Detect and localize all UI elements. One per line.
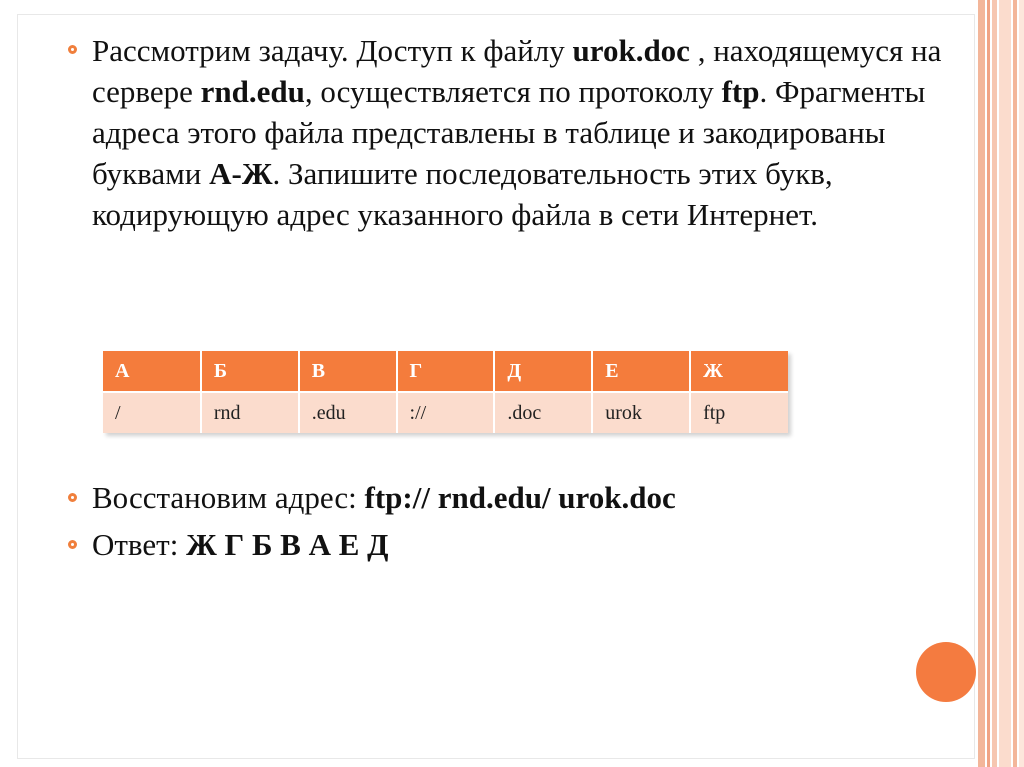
bullet-item-task [68,30,952,235]
decorative-stripe [1019,0,1024,767]
decorative-stripe [992,0,997,767]
text-run: Ответ: [92,527,187,562]
table-cell: .edu [299,392,397,433]
text-run: Рассмотрим задачу. Доступ к файлу [92,33,573,68]
decorative-stripe [999,0,1011,767]
bullet-circle-icon [68,45,77,54]
bullet-circle-icon [68,540,77,549]
bullet-circle-icon [68,493,77,502]
letter-range: А-Ж [209,156,273,191]
address-text [92,477,952,518]
table-row [103,392,788,433]
decorative-circle [916,642,976,702]
table-cell: urok [592,392,690,433]
text-run: , находящемуся на сервере [92,33,942,109]
table-header-cell: Б [201,351,299,392]
table-cell: ftp [690,392,788,433]
text-run: . Запишите последовательность этих букв, кодирующую адрес указанного файла в сети Интернет. [92,156,833,232]
table-header-cell: Е [592,351,690,392]
filename: urok.doc [572,33,690,68]
decorative-stripe [1013,0,1017,767]
answer-text [92,524,952,565]
bullet-item-address [68,477,952,518]
answer-sequence: Ж Г Б В А Е Д [186,527,389,562]
text-run: , осуществляется по протоколу [304,74,722,109]
table-header-cell: Д [494,351,592,392]
server-name: rnd.edu [200,74,305,109]
table-cell: .doc [494,392,592,433]
table-cell: / [103,392,201,433]
table-header-cell: Ж [690,351,788,392]
table-header-cell: Г [397,351,495,392]
table-header-cell: В [299,351,397,392]
table-header-row [103,351,788,392]
task-text [92,30,952,235]
restored-address: ftp:// rnd.edu/ urok.doc [364,480,676,515]
decorative-stripe [987,0,990,767]
decorative-stripe [978,0,985,767]
bullet-item-answer [68,524,952,565]
fragments-table [103,351,788,433]
text-run: Восстановим адрес: [92,480,365,515]
protocol-name: ftp [721,74,760,109]
table-cell: rnd [201,392,299,433]
table-cell: :// [397,392,495,433]
text-run: . Фрагменты адреса этого файла представлены в таблице и закодированы буквами [92,74,926,191]
table-header-cell: А [103,351,201,392]
